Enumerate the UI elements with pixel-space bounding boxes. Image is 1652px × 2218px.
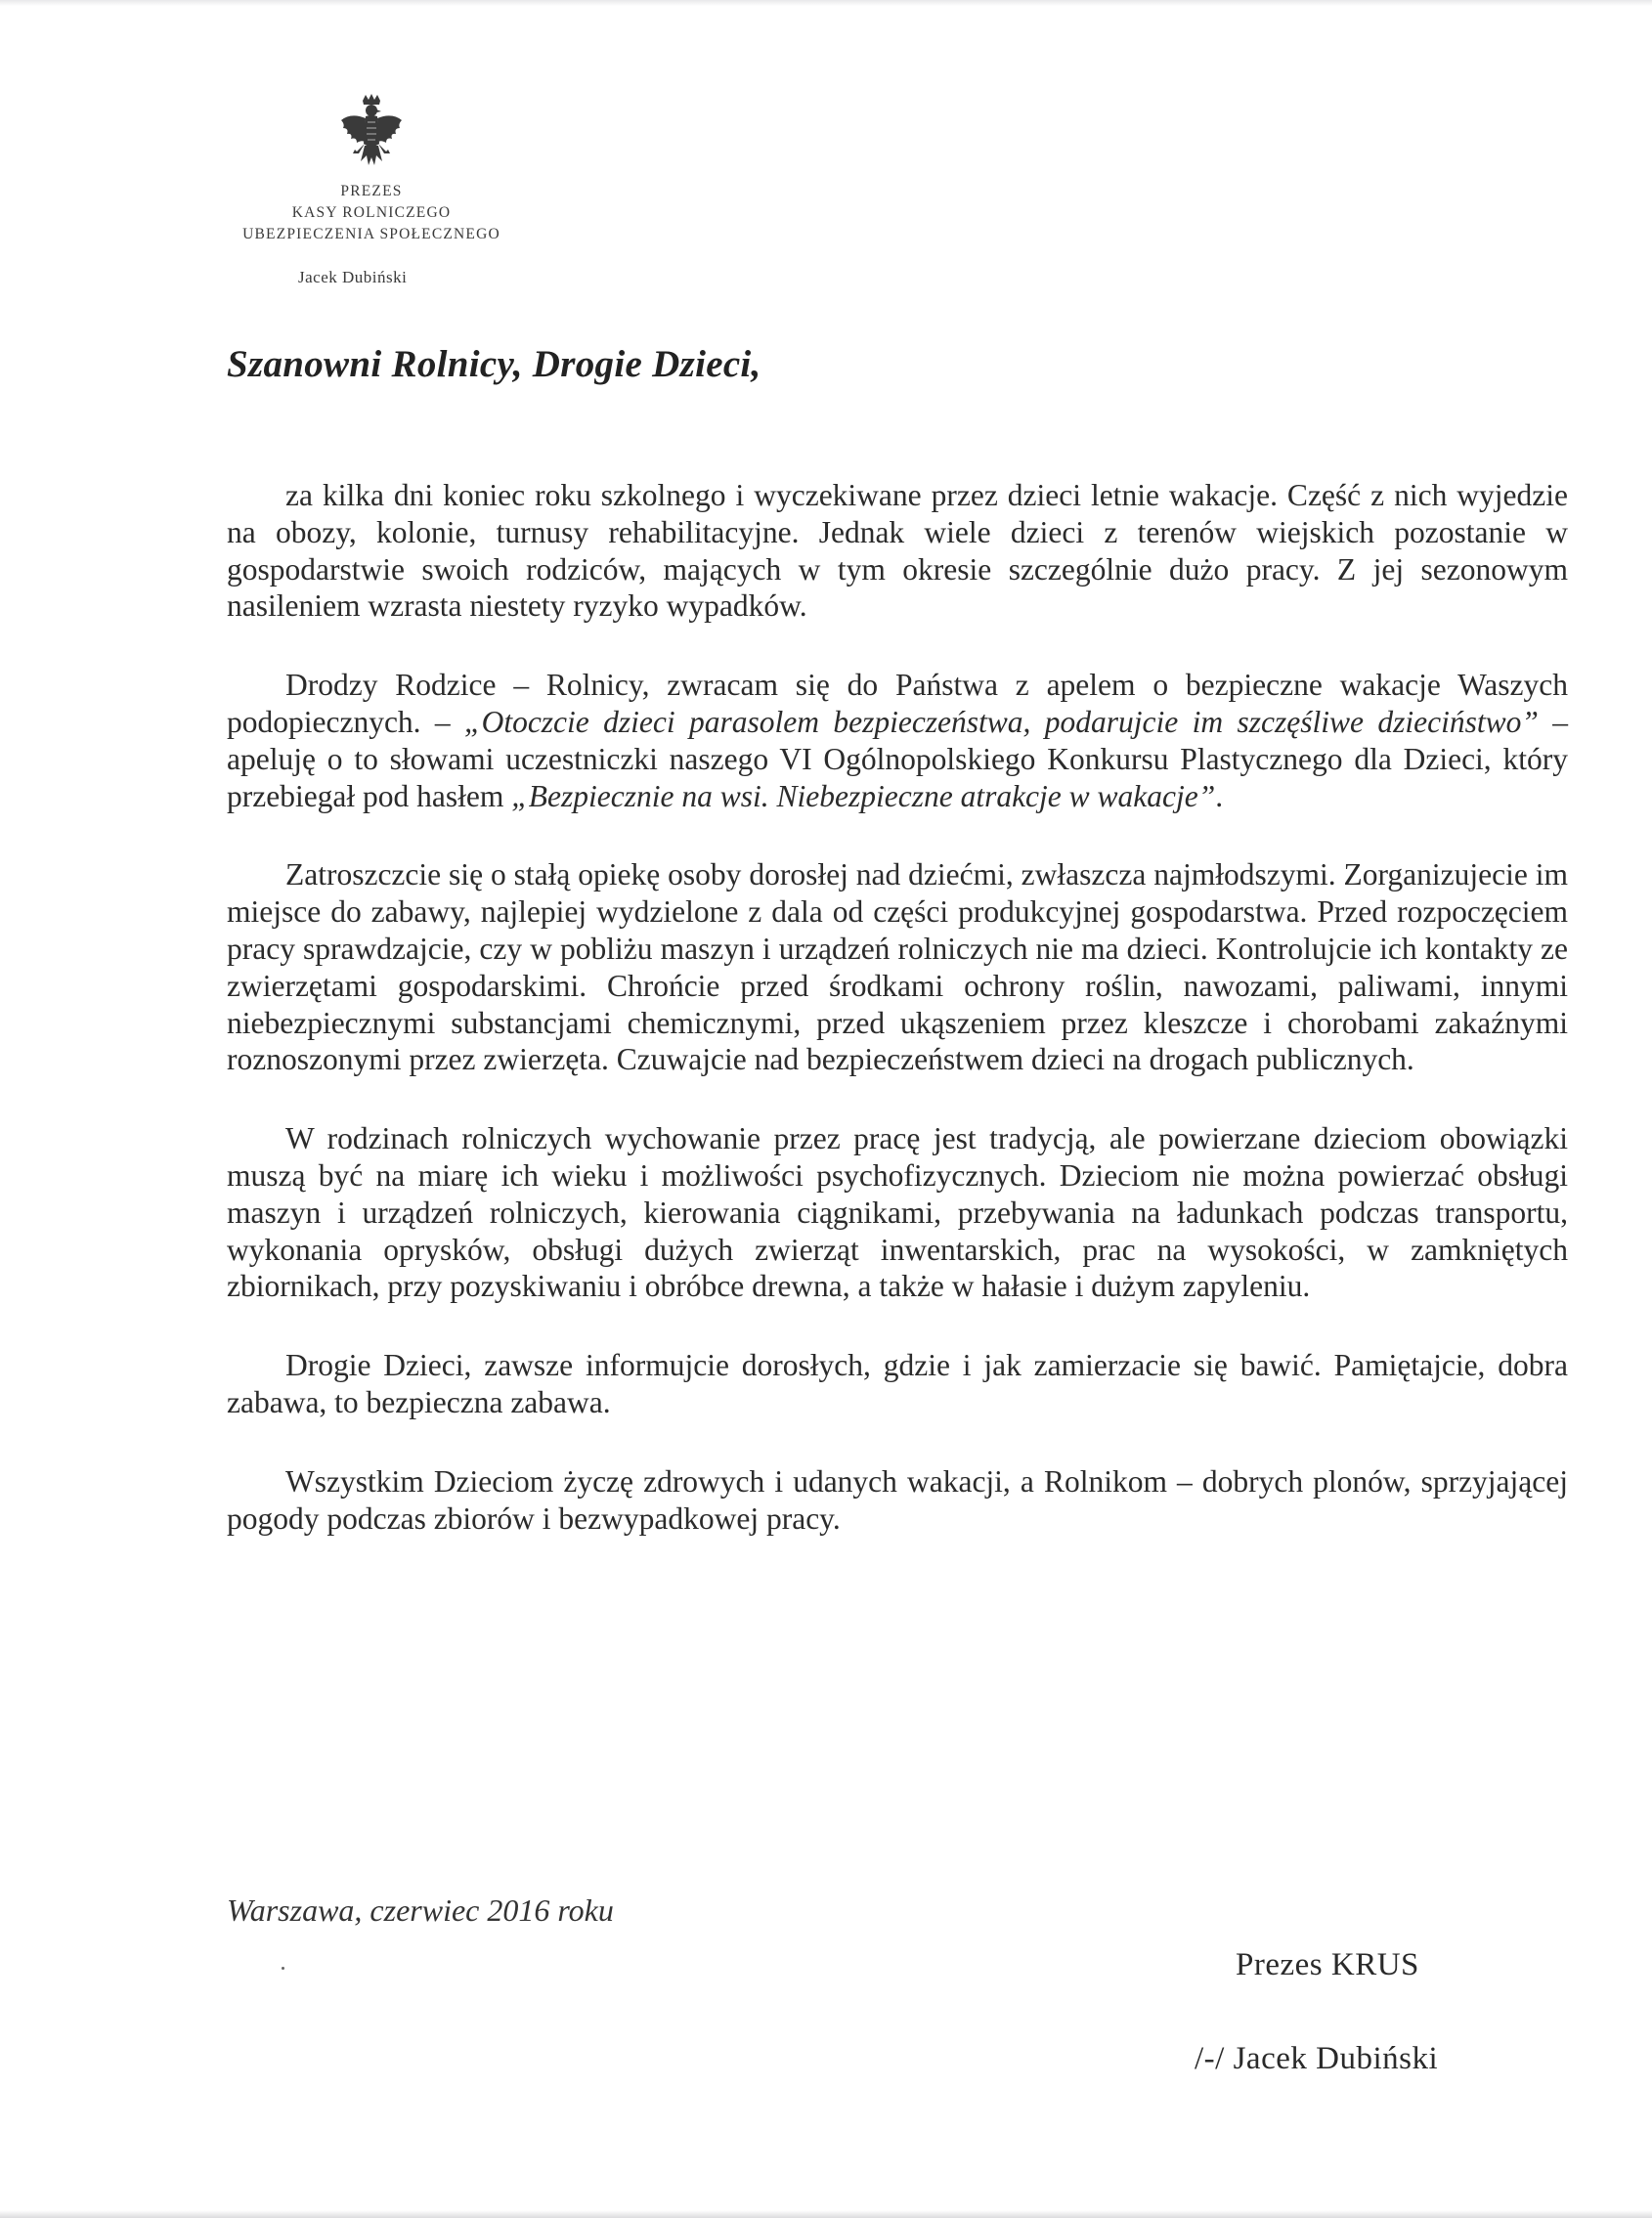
paragraph-1: za kilka dni koniec roku szkolnego i wyczekiwane przez dzieci letnie wakacje. Część z nich wyjedzie na obozy, kolonie, turnusy rehabilitacyjne. Jednak wiele dzieci z terenów wiejskich pozostanie w gospodarstwie swoich rodziców, mających w tym okresie szczególnie dużo pracy. Z jej sezonowym nasileniem wzrasta niestety ryzyko wypadków. bbox=[227, 478, 1568, 624]
paragraph-2-text-b: – apeluję o to słowami uczestniczki naszego VI Ogólnopolskiego Konkursu Plastycznego dla Dzieci, który przebiegał pod hasłem bbox=[227, 704, 1569, 813]
paragraph-5: Drogie Dzieci, zawsze informujcie dorosłych, gdzie i jak zamierzacie się bawić. Pamiętajcie, dobra zabawa, to bezpieczna zabawa. bbox=[227, 1348, 1568, 1419]
scan-speck bbox=[282, 1967, 284, 1970]
salutation: Szanowni Rolnicy, Drogie Dzieci, bbox=[227, 343, 761, 385]
scan-edge-bottom bbox=[0, 2210, 1652, 2218]
letterhead-title: PREZES bbox=[340, 183, 403, 199]
letterhead-institution-line2: UBEZPIECZENIA SPOŁECZNEGO bbox=[242, 226, 500, 242]
signature-role: Prezes KRUS bbox=[1236, 1947, 1419, 1982]
paragraph-3: Zatroszczcie się o stałą opiekę osoby dorosłej nad dziećmi, zwłaszcza najmłodszymi. Zorganizujecie im miejsce do zabawy, najlepiej wydzielone z dala od części produkcyjnej gospodarstwa. Przed rozpoczęciem pracy sprawdzajcie, czy w pobliżu maszyn i urządzeń rolniczych nie ma dzieci. Kontrolujcie ich kontakty ze zwierzętami gospodarskimi. Chrońcie przed środkami ochrony roślin, nawozami, paliwami, innymi niebezpiecznymi substancjami chemicznymi, przed ukąszeniem przez kleszcze i chorobami zakaźnymi roznoszonymi przez zwierzęta. Czuwajcie nad bezpieczeństwem dzieci na drogach publicznych. bbox=[227, 857, 1568, 1077]
scan-edge-top bbox=[0, 0, 1652, 6]
letter-body bbox=[227, 477, 1568, 1537]
paragraph-2-quote-2: „Bezpiecznie na wsi. Niebezpieczne atrakcje w wakacje” bbox=[511, 778, 1216, 813]
polish-eagle-emblem-icon bbox=[337, 93, 406, 175]
paragraph-6: Wszystkim Dzieciom życzę zdrowych i udanych wakacji, a Rolnikom – dobrych plonów, sprzyjającej pogody podczas zbiorów i bezwypadkowej pracy. bbox=[227, 1463, 1568, 1536]
paragraph-2-quote-1: „Otoczcie dzieci parasolem bezpieczeństwa, podarujcie im szczęśliwe dzieciństwo” bbox=[464, 704, 1539, 739]
place-date: Warszawa, czerwiec 2016 roku bbox=[227, 1892, 614, 1928]
paragraph-2 bbox=[227, 667, 1568, 814]
letterhead-institution-line1: KASY ROLNICZEGO bbox=[291, 204, 452, 221]
paragraph-4: W rodzinach rolniczych wychowanie przez pracę jest tradycją, ale powierzane dzieciom obowiązki muszą być na miarę ich wieku i możliwości psychofizycznych. Dzieciom nie można powierzać obsługi maszyn i urządzeń rolniczych, kierowania ciągnikami, przebywania na ładunkach podczas transportu, wykonania oprysków, obsługi dużych zwierząt inwentarskich, prac na wysokości, w zamkniętych zbiornikach, przy pozyskiwaniu i obróbce drewna, a także w hałasie i dużym zapyleniu. bbox=[227, 1121, 1568, 1304]
letterhead bbox=[166, 93, 577, 245]
paragraph-2-text-c: . bbox=[1215, 778, 1224, 813]
letterhead-name: Jacek Dubiński bbox=[298, 268, 408, 286]
paragraph-2-text-a: Drodzy Rodzice – Rolnicy, zwracam się do Państwa z apelem o bezpieczne wakacje Waszych podopiecznych. – bbox=[227, 668, 1568, 739]
signature-name: /-/ Jacek Dubiński bbox=[1195, 2041, 1439, 2076]
